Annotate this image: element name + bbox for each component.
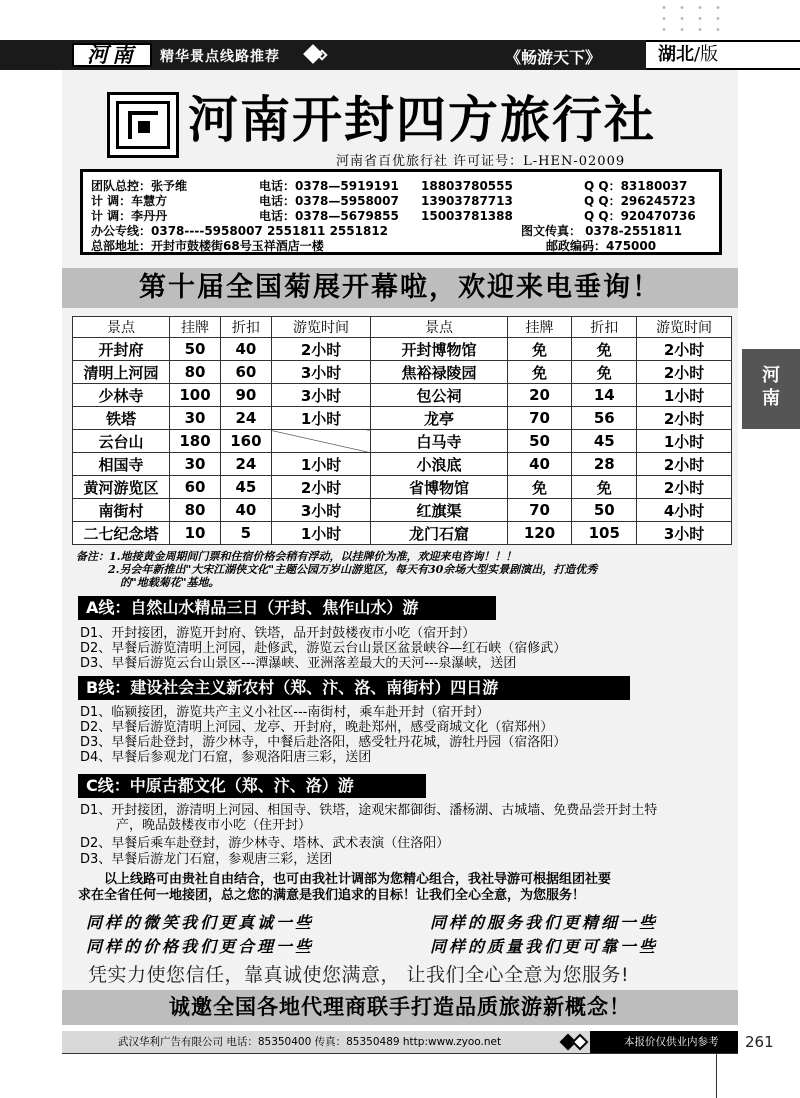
table-cell: 二七纪念塔 [73, 522, 170, 545]
note-line: 2.另会年新推出"大宋江湖侠文化"主题公园万岁山游览区，每天有30余场大型实景剧演出，打造优秀 [108, 563, 598, 576]
table-cell: 2小时 [637, 476, 732, 499]
contact-mobile: 18803780555 [421, 179, 513, 193]
table-cell: 黄河游览区 [73, 476, 170, 499]
contact-tel: 电话：0378—5958007 [259, 194, 399, 208]
table-cell: 省博物馆 [371, 476, 507, 499]
table-cell: 120 [507, 522, 572, 545]
table-header-row [73, 317, 732, 338]
footer-divider [62, 1053, 738, 1054]
table-row [73, 384, 732, 407]
price-table [72, 316, 732, 545]
table-row [73, 430, 732, 453]
address-line: 总部地址：开封市鼓楼街68号玉祥酒店一楼 [91, 239, 324, 253]
contact-role: 计 调：李丹丹 [91, 209, 168, 223]
agency-logo-icon [107, 92, 179, 158]
edition-province: 湖北 [658, 44, 694, 65]
route-a-line: D1、开封接团，游览开封府、铁塔，品开封鼓楼夜市小吃（宿开封） [80, 626, 476, 641]
table-cell: 3小时 [271, 361, 370, 384]
table-cell: 3小时 [271, 384, 370, 407]
table-cell: 免 [507, 338, 572, 361]
table-cell: 免 [572, 338, 637, 361]
side-region-tab [742, 349, 800, 429]
table-cell: 2小时 [637, 407, 732, 430]
service-promise: 凭实力使您信任，靠真诚使您满意， 让我们全心全意为您服务! [88, 964, 630, 986]
contact-mobile: 15003781388 [421, 209, 513, 223]
table-cell: 90 [220, 384, 271, 407]
table-cell: 开封博物馆 [371, 338, 507, 361]
table-cell: 105 [572, 522, 637, 545]
side-tab-char: 河 [762, 365, 780, 386]
table-header-cell: 游览时间 [637, 317, 732, 338]
table-header-cell: 景点 [73, 317, 170, 338]
table-cell: 清明上河园 [73, 361, 170, 384]
table-cell: 免 [507, 476, 572, 499]
office-line: 办公专线：0378----5958007 2551811 2551812 [91, 224, 389, 238]
table-cell: 1小时 [637, 430, 732, 453]
table-cell: 红旗渠 [371, 499, 507, 522]
footer-vertical-divider [716, 1053, 717, 1098]
contact-qq: Q Q：296245723 [584, 194, 696, 208]
table-cell: 70 [507, 499, 572, 522]
table-cell: 云台山 [73, 430, 170, 453]
note-line: 备注：1.地接黄金周期间门票和住宿价格会稍有浮动，以挂牌价为准，欢迎来电咨询！！！ [76, 550, 517, 563]
table-cell: 60 [170, 476, 221, 499]
contact-tel: 电话：0378—5919191 [259, 179, 399, 193]
table-cell: 包公祠 [371, 384, 507, 407]
table-cell: 50 [507, 430, 572, 453]
table-cell: 2小时 [637, 453, 732, 476]
slogan: 同样的微笑我们更真诚一些 [86, 913, 315, 932]
table-cell: 1小时 [271, 453, 370, 476]
table-cell: 2小时 [637, 361, 732, 384]
table-cell: 焦裕禄陵园 [371, 361, 507, 384]
table-header-cell: 折扣 [220, 317, 271, 338]
slogan: 同样的质量我们更可靠一些 [430, 937, 659, 956]
contact-mobile: 13903787713 [421, 194, 513, 208]
table-cell: 白马寺 [371, 430, 507, 453]
table-cell: 1小时 [271, 522, 370, 545]
table-header-cell: 挂牌 [170, 317, 221, 338]
slogan: 同样的价格我们更合理一些 [86, 937, 315, 956]
route-a-header: A线：自然山水精品三日（开封、焦作山水）游 [78, 596, 496, 620]
table-cell: 70 [507, 407, 572, 430]
table-row [73, 338, 732, 361]
table-cell: 少林寺 [73, 384, 170, 407]
table-cell: 40 [220, 499, 271, 522]
contact-tel: 电话：0378—5679855 [259, 209, 399, 223]
agent-invitation: 诚邀全国各地代理商联手打造品质旅游新概念！ [62, 990, 738, 1025]
route-c-line: D1、开封接团，游清明上河园、相国寺、铁塔，途观宋都御街、潘杨湖、古城墙、免费品尝开封土特 [80, 803, 658, 818]
dot-pattern-decoration [655, 2, 725, 36]
table-cell: 开封府 [73, 338, 170, 361]
table-cell: 50 [572, 499, 637, 522]
footer-bar [62, 1031, 738, 1053]
agency-name: 河南开封四方旅行社 [188, 91, 656, 149]
table-cell: 180 [170, 430, 221, 453]
route-b-line: D1、临颍接团，游览共产主义小社区---南街村，乘车赴开封（宿开封） [80, 705, 490, 720]
table-cell: 1小时 [637, 384, 732, 407]
diamond-outline-icon [572, 1034, 589, 1051]
table-cell: 30 [170, 407, 221, 430]
table-cell: 相国寺 [73, 453, 170, 476]
table-cell [271, 430, 370, 453]
table-cell: 30 [170, 453, 221, 476]
table-header-cell: 景点 [371, 317, 507, 338]
summary-line: 求在全省任何一地接团，总之您的满意是我们追求的目标！让我们全心全意，为您服务！ [78, 888, 586, 903]
notes [76, 550, 597, 589]
route-c-line: 产，晚品鼓楼夜市小吃（住开封） [116, 818, 312, 833]
table-cell: 45 [572, 430, 637, 453]
route-b-line: D3、早餐后赴登封，游少林寺，中餐后赴洛阳，感受牡丹花城，游牡丹园（宿洛阳） [80, 735, 567, 750]
table-cell: 56 [572, 407, 637, 430]
chrysanthemum-banner: 第十届全国菊展开幕啦，欢迎来电垂询！ [62, 268, 738, 308]
table-cell: 10 [170, 522, 221, 545]
route-c-line: D2、早餐后乘车赴登封，游少林寺、塔林、武术表演（住洛阳） [80, 836, 450, 851]
edition-suffix: /版 [694, 44, 719, 65]
header-title: 精华景点线路推荐 [160, 49, 280, 65]
contact-role: 计 调：车慧方 [91, 194, 168, 208]
table-cell: 免 [572, 361, 637, 384]
table-cell: 龙门石窟 [371, 522, 507, 545]
table-cell: 60 [220, 361, 271, 384]
table-cell: 100 [170, 384, 221, 407]
route-b-line: D4、早餐后参观龙门石窟，参观洛阳唐三彩，送团 [80, 750, 372, 765]
side-tab-char: 南 [762, 388, 780, 409]
table-cell: 24 [220, 453, 271, 476]
table-row [73, 476, 732, 499]
table-cell: 2小时 [271, 338, 370, 361]
table-cell: 160 [220, 430, 271, 453]
route-c-header: C线：中原古都文化（郑、汴、洛）游 [78, 774, 426, 798]
contact-qq: Q Q：83180037 [584, 179, 688, 193]
route-a-line: D3、早餐后游览云台山景区---潭瀑峡、亚洲落差最大的天河---泉瀑峡，送团 [80, 656, 517, 671]
table-cell: 28 [572, 453, 637, 476]
route-b-header: B线：建设社会主义新农村（郑、汴、洛、南街村）四日游 [78, 676, 630, 700]
table-cell: 铁塔 [73, 407, 170, 430]
table-cell: 5 [220, 522, 271, 545]
table-cell: 3小时 [637, 522, 732, 545]
table-cell: 80 [170, 361, 221, 384]
table-row [73, 407, 732, 430]
note-line: 的"地载菊花"基地。 [120, 576, 220, 589]
postcode-line: 邮政编码：475000 [546, 239, 657, 253]
slogan: 同样的服务我们更精细一些 [430, 913, 659, 932]
route-b-line: D2、早餐后游览清明上河园、龙亭、开封府，晚赴郑州，感受商城文化（宿郑州） [80, 720, 554, 735]
table-header-cell: 挂牌 [507, 317, 572, 338]
footer-publisher: 武汉华利广告有限公司 电话：85350400 传真：85350489 http:www.zyoo.net [118, 1036, 502, 1048]
header-region-label: 河南 [72, 43, 152, 67]
contact-box [80, 169, 722, 255]
table-cell: 20 [507, 384, 572, 407]
table-cell: 40 [220, 338, 271, 361]
table-row [73, 361, 732, 384]
fax-line: 图文传真： 0378-2551811 [521, 224, 683, 238]
summary-line: 以上线路可由贵社自由结合，也可由我社计调部为您精心组合，我社导游可根据组团社要 [104, 872, 612, 887]
page-number: 261 [745, 1033, 774, 1051]
contact-role: 团队总控：张予维 [91, 179, 188, 193]
contact-qq: Q Q：920470736 [584, 209, 696, 223]
table-cell: 24 [220, 407, 271, 430]
magazine-name: 《畅游天下》 [505, 48, 602, 67]
table-cell: 4小时 [637, 499, 732, 522]
table-cell: 45 [220, 476, 271, 499]
table-cell: 南街村 [73, 499, 170, 522]
header-bar [0, 40, 800, 70]
route-c-line: D3、早餐后游龙门石窟，参观唐三彩，送团 [80, 852, 333, 867]
table-cell: 50 [170, 338, 221, 361]
table-cell: 2小时 [271, 476, 370, 499]
table-cell: 14 [572, 384, 637, 407]
table-cell: 免 [572, 476, 637, 499]
table-cell: 龙亭 [371, 407, 507, 430]
table-cell: 1小时 [271, 407, 370, 430]
route-a-line: D2、早餐后游览清明上河园，赴修武，游览云台山景区盆景峡谷—红石峡（宿修武） [80, 641, 567, 656]
table-cell: 免 [507, 361, 572, 384]
agency-subtitle: 河南省百优旅行社 许可证号：L-HEN-02009 [336, 154, 626, 169]
table-cell: 3小时 [271, 499, 370, 522]
table-cell: 2小时 [637, 338, 732, 361]
table-row [73, 453, 732, 476]
table-cell: 40 [507, 453, 572, 476]
table-header-cell: 折扣 [572, 317, 637, 338]
edition-label [646, 40, 800, 70]
table-row [73, 522, 732, 545]
table-row [73, 499, 732, 522]
table-cell: 小浪底 [371, 453, 507, 476]
table-header-cell: 游览时间 [271, 317, 370, 338]
table-cell: 80 [170, 499, 221, 522]
footer-note: 本报价仅供业内参考 [590, 1031, 738, 1053]
